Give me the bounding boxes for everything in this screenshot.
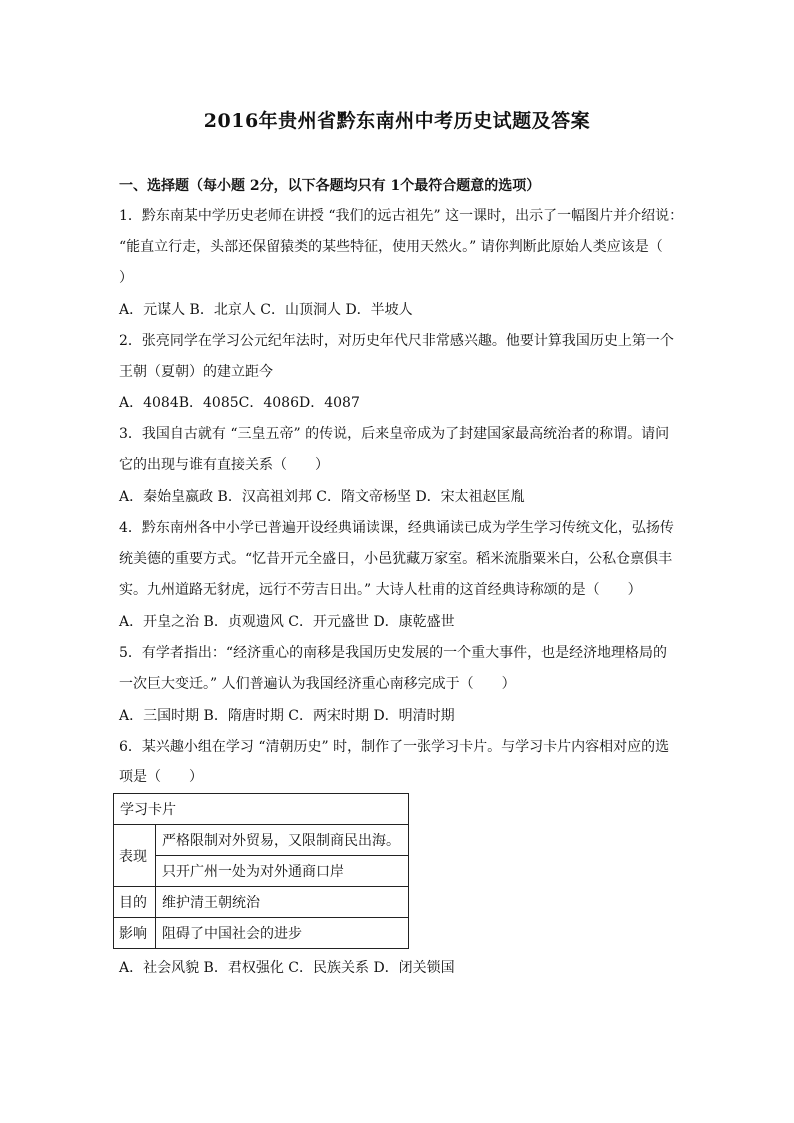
q6-options: A．社会风貌 B．君权强化 C．民族关系 D．闭关锁国 — [119, 960, 455, 976]
table-row — [114, 887, 409, 918]
q6-line-2: 项是（ ） — [119, 769, 203, 785]
q1-line-2: “能直立行走，头部还保留猿类的某些特征，使用天然火。” 请你判断此原始人类应该是（ — [119, 239, 663, 255]
q3-line-2: 它的出现与谁有直接关系（ ） — [119, 457, 329, 473]
table-row — [114, 918, 409, 949]
study-card-table — [113, 793, 409, 949]
q2-line-1: 2．张亮同学在学习公元纪年法时，对历史年代尺非常感兴趣。他要计算我国历史上第一个 — [119, 333, 674, 349]
q4-line-3: 实。九州道路无豺虎，远行不劳吉日出。” 大诗人杜甫的这首经典诗称颂的是（ ） — [119, 582, 642, 598]
q4-line-1: 4．黔东南州各中小学已普遍开设经典诵读课，经典诵读已成为学生学习传统文化，弘扬传 — [119, 520, 674, 536]
q2-options: A．4084B．4085C．4086D．4087 — [119, 395, 360, 411]
card-cell: 只开广州一处为对外通商口岸 — [156, 856, 409, 887]
card-header: 学习卡片 — [114, 794, 409, 825]
q5-line-1: 5．有学者指出：“经济重心的南移是我国历史发展的一个重大事件，也是经济地理格局的 — [119, 645, 668, 661]
q2-line-2: 王朝（夏朝）的建立距今 — [119, 364, 273, 380]
q5-line-2: 一次巨大变迁。” 人们普遍认为我国经济重心南移完成于（ ） — [119, 676, 516, 692]
card-cell: 阻碍了中国社会的进步 — [156, 918, 409, 949]
card-row-label: 表现 — [114, 825, 156, 887]
q5-options: A．三国时期 B．隋唐时期 C．两宋时期 D．明清时期 — [119, 708, 455, 724]
document-title: 2016年贵州省黔东南州中考历史试题及答案 — [203, 110, 591, 132]
q1-options: A．元谋人 B．北京人 C．山顶洞人 D．半坡人 — [119, 302, 413, 318]
q1-line-3: ） — [119, 270, 133, 286]
table-row — [114, 825, 409, 856]
card-row-label: 目的 — [114, 887, 156, 918]
q3-options: A．秦始皇嬴政 B．汉高祖刘邦 C．隋文帝杨坚 D．宋太祖赵匡胤 — [119, 489, 525, 505]
table-row — [114, 794, 409, 825]
card-cell: 维护清王朝统治 — [156, 887, 409, 918]
table-row — [114, 856, 409, 887]
q1-line-1: 1．黔东南某中学历史老师在讲授 “我们的远古祖先” 这一课时，出示了一幅图片并介绍说： — [119, 208, 684, 224]
card-row-label: 影响 — [114, 918, 156, 949]
q6-line-1: 6．某兴趣小组在学习 “清朝历史” 时，制作了一张学习卡片。与学习卡片内容相对应的选 — [119, 739, 670, 755]
q4-line-2: 统美德的重要方式。“忆昔开元全盛日，小邑犹藏万家室。稻米流脂粟米白，公私仓禀俱丰 — [119, 551, 673, 567]
card-cell: 严格限制对外贸易，又限制商民出海。 — [156, 825, 409, 856]
section-heading: 一、选择题（每小题 2分，以下各题均只有 1个最符合题意的选项） — [119, 178, 541, 194]
q3-line-1: 3．我国自古就有 “三皇五帝” 的传说，后来皇帝成为了封建国家最高统治者的称谓。请问 — [119, 426, 670, 442]
q4-options: A．开皇之治 B．贞观遗风 C．开元盛世 D．康乾盛世 — [119, 614, 455, 630]
